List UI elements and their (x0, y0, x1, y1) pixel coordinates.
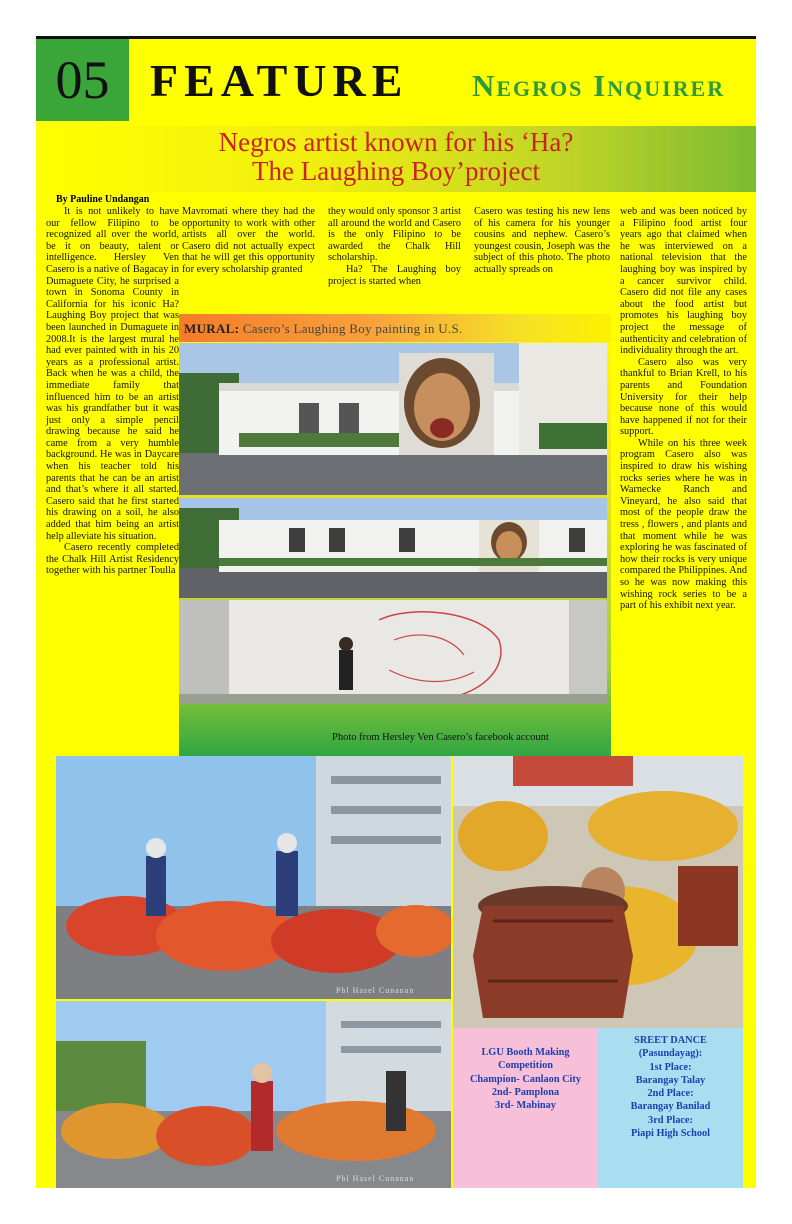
paragraph: It is not unlikely to have our fellow Filipino to be recognized all over the world, be it on beauty, talent or intelligence. Hersley Ven Casero is a native of Bagacay in Dumaguete City, he surprised a town in Sonoma County in California for his iconic Ha? Laughing Boy project that was been launched in Dumaguete in 2008.It is the largest mural he had ever painted with in his 20 years as a professional artist. Back when he was a child, the immediate family that influenced him to be an artist was his grandfather but it was just only a simple pencil drawing because he said he came from a very humble background. He was in Daycare when his teacher told his parents that he can be an artist and that’s where it all started. Casero said that he first started his drawing on a soil, he also added that him being an artist help alleviate his situation. (46, 206, 179, 542)
mural-photo-building (179, 498, 607, 598)
result-line: Competition (498, 1060, 553, 1072)
result-line: (Pasundayag): (638, 1048, 703, 1060)
festival-photo-pot (453, 756, 743, 1028)
article-column-2 (182, 206, 315, 311)
article-column-5 (620, 206, 747, 776)
headline (36, 128, 756, 186)
photo-watermark: Pbl Hasel Cunanan (336, 1174, 415, 1183)
result-line: Champion- Canlaon City (470, 1073, 581, 1085)
mural-caption-text: Casero’s Laughing Boy painting in U.S. (242, 321, 463, 336)
paragraph: Casero also was very thankful to Brian Krell, to his parents and Foundation University for their help because none of this would have happened if not for their support. (620, 356, 747, 438)
street-dance-results (601, 1034, 740, 1140)
result-line: 3rd Place: (648, 1114, 693, 1126)
paragraph: Casero recently completed the Chalk Hill Artist Residency together with his partner Toulla (46, 542, 179, 577)
paragraph: Mavromati where they had the opportunity to work with other artists all over the world. Casero did not actually expect that he will get this opportunity for every scholarship granted (182, 206, 315, 275)
result-line: 3rd- Mabinay (495, 1100, 556, 1112)
byline: By Pauline Undangan (56, 194, 150, 205)
result-line: Piapi High School (631, 1128, 710, 1140)
top-rule (36, 36, 756, 39)
festival-photo-dancers-1 (56, 756, 451, 999)
festival-photo-dancers-2 (56, 1001, 451, 1188)
result-line: 2nd- Pamplona (491, 1086, 560, 1098)
result-line: Barangay Talay (635, 1074, 706, 1086)
result-line: Barangay Banilad (630, 1101, 711, 1113)
result-line: 2nd Place: (647, 1088, 694, 1100)
paper-name: Negros Inquirer (472, 68, 726, 103)
mural-photo-sketch (179, 600, 607, 704)
paragraph: Casero was testing his new lens of his camera for his younger cousins and nephew. Casero’s youngest cousin, Joseph was the subject of this photo. The photo actually spreads on (474, 206, 610, 275)
photo-credit: Photo from Hersley Ven Casero’s facebook account (332, 732, 549, 743)
mural-photo-street (179, 343, 607, 495)
paragraph: While on his three week program Casero also was inspired to draw his wishing rocks series where he was in Warnecke Ranch and Vineyard, he also said that most of the people draw the tress , flowers , and plants and that moment while he was exploring he was fascinated of how their rocks is very unique compared the Philippines. And so he was now making this wishing rock series to be a part of his exhibit next year. (620, 437, 747, 612)
lgu-booth-results (456, 1046, 595, 1112)
article-column-1 (46, 206, 179, 742)
photo-watermark: Pbl Hasel Cunanan (336, 986, 415, 995)
paragraph: Ha? The Laughing boy project is started when (328, 263, 461, 287)
section-title: FEATURE (150, 55, 409, 106)
article-column-3 (328, 206, 461, 311)
headline-line-2: The Laughing Boy’project (252, 156, 540, 186)
page-number: 05 (36, 39, 129, 121)
headline-line-1: Negros artist known for his ‘Ha? (218, 127, 574, 157)
result-line: 1st Place: (649, 1061, 692, 1073)
article-column-4 (474, 206, 610, 311)
mural-caption (184, 321, 463, 337)
paragraph: web and was been noticed by a Filipino food artist four years ago that claimed when he was interviewed on a national television that the laughing boy was inspired by a cancer survivor child. Casero did not file any cases about the food artist but promotes his laughing boy project the message of authenticity and celebration of individuality through the art. (620, 206, 747, 357)
paragraph: they would only sponsor 3 artist all around the world and Casero is the only Filipino to be awarded the Chalk Hill scholarship. (328, 206, 461, 264)
result-line: LGU Booth Making (481, 1047, 570, 1058)
newspaper-page (36, 36, 756, 1188)
result-line: SREET DANCE (634, 1035, 707, 1046)
mural-label: MURAL: (184, 321, 240, 336)
